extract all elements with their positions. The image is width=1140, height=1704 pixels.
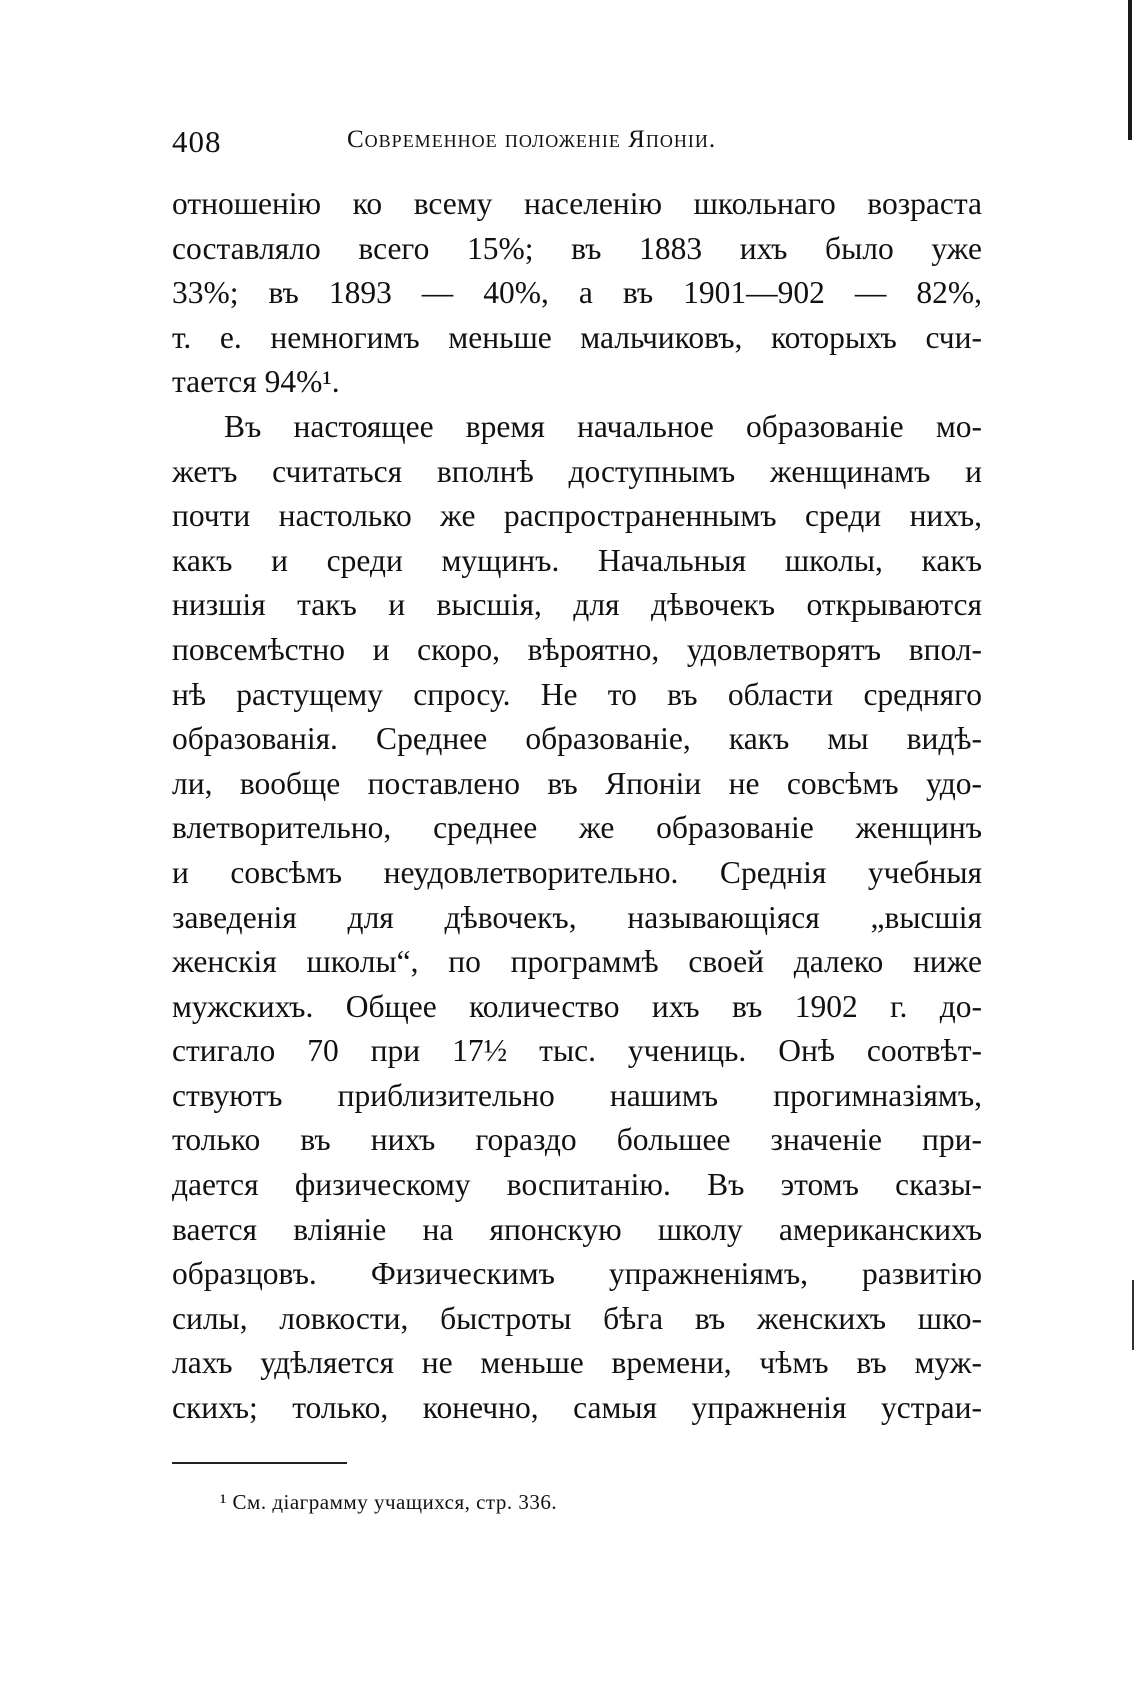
text-line: нѣ растущему спросу. Не то въ области средняго	[172, 676, 982, 712]
text-line: заведенія для дѣвочекъ, называющіяся „высшія	[172, 899, 982, 935]
text-line: ли, вообще поставлено въ Японіи не совсѣмъ удо-	[172, 765, 982, 801]
text-line: Въ настоящее время начальное образованіе мо-	[224, 408, 982, 444]
text-line: скихъ; только, конечно, самыя упражненія устраи-	[172, 1390, 982, 1426]
text-line: дается физическому воспитанію. Въ этомъ сказы-	[172, 1167, 982, 1203]
text-line: женскія школы“, по программѣ своей далеко ниже	[172, 944, 982, 980]
text-line: влетворительно, среднее же образованіе женщинъ	[172, 810, 982, 846]
text-line: стигало 70 при 17½ тыс. учениць. Онѣ соотвѣт-	[172, 1033, 982, 1069]
page-number: 408	[172, 124, 222, 159]
page-edge-mark	[1132, 1280, 1134, 1350]
page-header	[172, 124, 982, 164]
text-line: повсемѣстно и скоро, вѣроятно, удовлетворятъ впол-	[172, 631, 982, 667]
footnote-rule	[172, 1462, 347, 1464]
text-line: отношенію ко всему населенію школьнаго возраста	[172, 186, 982, 221]
page-edge-shadow	[1128, 0, 1132, 140]
text-line: только въ нихъ гораздо большее значеніе при-	[172, 1122, 982, 1158]
text-line: ствуютъ приблизительно нашимъ прогимназіямъ,	[172, 1077, 982, 1113]
body-text	[172, 182, 982, 1431]
text-line: образованія. Среднее образованіе, какъ мы видѣ-	[172, 721, 982, 757]
text-line: образцовъ. Физическимъ упражненіямъ, развитію	[172, 1256, 982, 1292]
text-line: мужскихъ. Общее количество ихъ въ 1902 г. до-	[172, 988, 982, 1024]
text-line: составляло всего 15%; въ 1883 ихъ было уже	[172, 230, 982, 266]
text-line: жетъ считаться вполнѣ доступнымъ женщинамъ и	[172, 453, 982, 489]
text-line: почти настолько же распространеннымъ среди нихъ,	[172, 498, 982, 534]
text-line: вается вліяніе на японскую школу американскихъ	[172, 1211, 982, 1247]
text-line: и совсѣмъ неудовлетворительно. Среднія учебныя	[172, 854, 982, 890]
text-line: низшія такъ и высшія, для дѣвочекъ открываются	[172, 587, 982, 623]
text-line: т. е. немногимъ меньше мальчиковъ, которыхъ счи-	[172, 319, 982, 355]
text-line: 33%; въ 1893 — 40%, а въ 1901—902 — 82%,	[172, 275, 982, 311]
text-line: тается 94%¹.	[172, 364, 340, 400]
text-line: какъ и среди мущинъ. Начальныя школы, какъ	[172, 542, 982, 578]
running-title: Современное положеніе Японіи.	[347, 126, 717, 153]
footnote: ¹ См. діаграмму учащихся, стр. 336.	[220, 1490, 558, 1514]
text-line: силы, ловкости, быстроты бѣга въ женскихъ шко-	[172, 1300, 982, 1336]
text-line: лахъ удѣляется не меньше времени, чѣмъ въ муж-	[172, 1345, 982, 1381]
